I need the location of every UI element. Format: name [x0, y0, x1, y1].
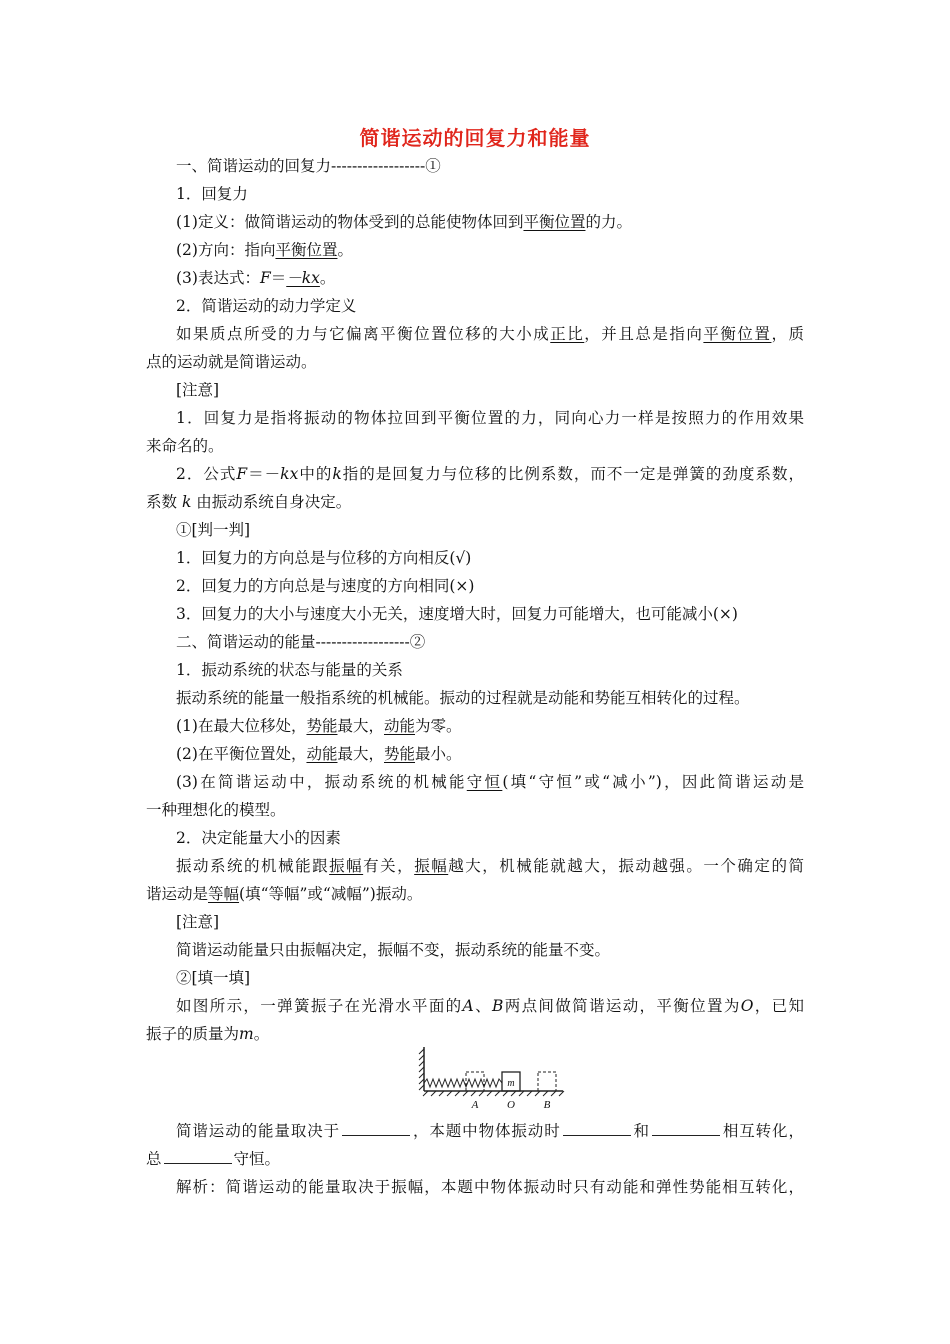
- point-label-o: O: [507, 1099, 515, 1111]
- note-line: 来命名的。: [146, 437, 224, 455]
- point-label-a: A: [471, 1099, 479, 1111]
- answer-equilibrium-position: 平衡位置: [703, 325, 772, 343]
- answer-proportional: 正比: [550, 325, 585, 343]
- answer-constant-amplitude: 等幅: [208, 885, 240, 903]
- answer-potential-energy: 势能: [384, 745, 416, 763]
- expression-line: (3)表达式：F＝－kx。: [176, 269, 336, 287]
- answer-blank[interactable]: [342, 1120, 410, 1136]
- exercise-label: ①[判一判]: [176, 521, 251, 539]
- note-label: [注意]: [176, 381, 220, 399]
- question-line: 如图所示，一弹簧振子在光滑水平面的A、B两点间做简谐运动，平衡位置为O，已知: [176, 997, 804, 1015]
- question-blanks-line: 总 守恒。: [146, 1150, 281, 1168]
- answer-amplitude: 振幅: [414, 857, 449, 875]
- answer-blank[interactable]: [563, 1120, 631, 1136]
- answer-potential-energy: 势能: [306, 717, 338, 735]
- answer-equilibrium-position: 平衡位置: [523, 213, 586, 231]
- question-blanks-line: 简谐运动的能量取决于 ，本题中物体振动时 和 相互转化，: [176, 1122, 804, 1140]
- subheading-state-energy: 1．振动系统的状态与能量的关系: [176, 661, 403, 679]
- answer-blank[interactable]: [164, 1148, 232, 1164]
- paragraph-line: 如果质点所受的力与它偏离平衡位置位移的大小成正比，并且总是指向平衡位置，质: [176, 325, 804, 343]
- mass-label: m: [507, 1078, 515, 1089]
- subheading-dynamic-definition: 2．简谐运动的动力学定义: [176, 297, 357, 315]
- paragraph-line: 一种理想化的模型。: [146, 801, 286, 819]
- answer-conserved: 守恒: [466, 773, 503, 791]
- answer-equilibrium-position: 平衡位置: [275, 241, 338, 259]
- exercise-item: 1．回复力的方向总是与位移的方向相反(√): [176, 549, 472, 567]
- subheading-restoring-force: 1．回复力: [176, 185, 248, 203]
- paragraph-line: (1)在最大位移处，势能最大，动能为零。: [176, 717, 462, 735]
- direction-line: (2)方向：指向平衡位置。: [176, 241, 353, 259]
- definition-line: (1)定义：做简谐运动的物体受到的总能使物体回到平衡位置的力。: [176, 213, 632, 231]
- exercise-item: 3．回复力的大小与速度大小无关，速度增大时，回复力可能增大，也可能减小(×): [176, 605, 738, 623]
- note-label: [注意]: [176, 913, 220, 931]
- page-title: 简谐运动的回复力和能量: [359, 126, 591, 150]
- paragraph-line: (3)在简谐运动中，振动系统的机械能守恒(填“守恒”或“减小”)，因此简谐运动是: [176, 773, 804, 791]
- note-line: 1．回复力是指将振动的物体拉回到平衡位置的力，同向心力一样是按照力的作用效果: [176, 409, 804, 427]
- note-line: 系数 k 由振动系统自身决定。: [146, 493, 352, 511]
- fill-in-label: ②[填一填]: [176, 969, 251, 987]
- answer-amplitude: 振幅: [329, 857, 364, 875]
- answer-kinetic-energy: 动能: [306, 745, 338, 763]
- question-line: 振子的质量为m。: [146, 1025, 270, 1043]
- section-heading-1: 一、简谐运动的回复力------------------①: [176, 157, 441, 175]
- paragraph-line: 振动系统的机械能跟振幅有关，振幅越大，机械能就越大，振动越强。一个确定的简: [176, 857, 804, 875]
- dashed-box-a: [466, 1072, 484, 1091]
- solution-line: 解析：简谐运动的能量取决于振幅，本题中物体振动时只有动能和弹性势能相互转化，: [176, 1178, 804, 1196]
- spring-oscillator-figure: [418, 1045, 568, 1115]
- spring: [424, 1079, 502, 1087]
- note-line: 简谐运动能量只由振幅决定，振幅不变，振动系统的能量不变。: [176, 941, 611, 959]
- paragraph-line: 振动系统的能量一般指系统的机械能。振动的过程就是动能和势能互相转化的过程。: [176, 689, 750, 707]
- section-heading-2: 二、简谐运动的能量------------------②: [176, 633, 426, 651]
- paragraph-line: (2)在平衡位置处，动能最大，势能最小。: [176, 745, 462, 763]
- exercise-item: 2．回复力的方向总是与速度的方向相同(×): [176, 577, 475, 595]
- paragraph-line: 谐运动是等幅(填“等幅”或“减幅”)振动。: [146, 885, 423, 903]
- dashed-box-b: [538, 1072, 556, 1091]
- point-label-b: B: [543, 1099, 551, 1111]
- answer-formula: －kx: [286, 269, 320, 287]
- subheading-energy-factor: 2．决定能量大小的因素: [176, 829, 341, 847]
- answer-kinetic-energy: 动能: [384, 717, 416, 735]
- answer-blank[interactable]: [652, 1120, 720, 1136]
- paragraph-line: 点的运动就是简谐运动。: [146, 353, 317, 371]
- note-line: 2．公式F＝－kx中的k指的是回复力与位移的比例系数，而不一定是弹簧的劲度系数，: [176, 465, 804, 483]
